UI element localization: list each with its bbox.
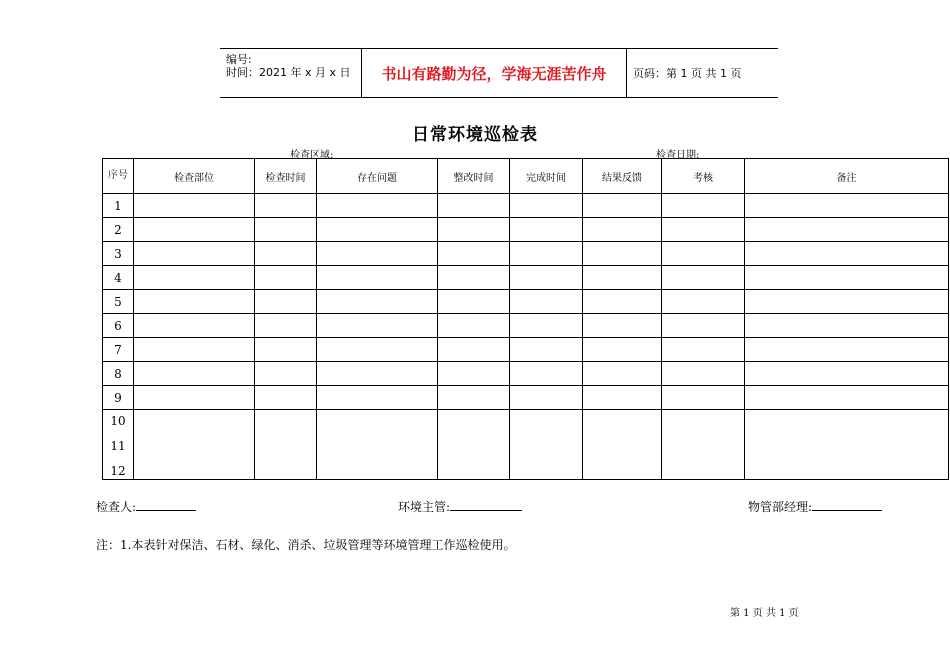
cell[interactable] xyxy=(745,386,949,410)
table-row xyxy=(103,290,949,314)
cell[interactable] xyxy=(662,362,745,386)
cell[interactable] xyxy=(255,314,317,338)
cell[interactable] xyxy=(317,266,438,290)
cell[interactable] xyxy=(134,410,255,480)
cell[interactable] xyxy=(662,314,745,338)
column-header-fix-time: 整改时间 xyxy=(438,159,510,194)
cell[interactable] xyxy=(510,290,583,314)
cell[interactable] xyxy=(134,290,255,314)
row-number: 7 xyxy=(103,338,134,362)
row-number: 4 xyxy=(103,266,134,290)
cell[interactable] xyxy=(510,266,583,290)
inspector-signature xyxy=(96,498,196,515)
inspection-date-label: 检查日期: xyxy=(656,150,700,161)
row-number: 9 xyxy=(103,386,134,410)
table-row xyxy=(103,410,949,480)
manager-label: 物管部经理: xyxy=(748,500,813,514)
column-header-assessment: 考核 xyxy=(662,159,745,194)
cell[interactable] xyxy=(134,242,255,266)
cell[interactable] xyxy=(510,194,583,218)
cell[interactable] xyxy=(745,314,949,338)
number-label: 编号: xyxy=(226,53,252,66)
cell[interactable] xyxy=(317,386,438,410)
cell[interactable] xyxy=(255,266,317,290)
cell[interactable] xyxy=(510,362,583,386)
inspector-blank[interactable] xyxy=(136,498,196,511)
header-meta xyxy=(220,49,362,97)
cell[interactable] xyxy=(255,386,317,410)
cell[interactable] xyxy=(662,338,745,362)
table-header-row xyxy=(103,159,949,194)
cell[interactable] xyxy=(745,242,949,266)
cell[interactable] xyxy=(438,410,510,480)
cell[interactable] xyxy=(317,242,438,266)
cell[interactable] xyxy=(583,410,662,480)
row-number-group xyxy=(103,410,134,480)
cell[interactable] xyxy=(510,218,583,242)
cell[interactable] xyxy=(583,362,662,386)
cell[interactable] xyxy=(438,266,510,290)
cell[interactable] xyxy=(317,218,438,242)
inspector-label: 检查人: xyxy=(96,500,137,514)
cell[interactable] xyxy=(510,338,583,362)
cell[interactable] xyxy=(662,242,745,266)
env-supervisor-blank[interactable] xyxy=(450,498,522,511)
cell[interactable] xyxy=(255,194,317,218)
row-number: 12 xyxy=(110,463,126,478)
cell[interactable] xyxy=(438,194,510,218)
cell[interactable] xyxy=(438,338,510,362)
cell[interactable] xyxy=(317,410,438,480)
cell[interactable] xyxy=(583,314,662,338)
column-header-done-time: 完成时间 xyxy=(510,159,583,194)
row-number: 10 xyxy=(110,413,126,428)
column-header-check-time: 检查时间 xyxy=(255,159,317,194)
cell[interactable] xyxy=(438,362,510,386)
cell[interactable] xyxy=(438,386,510,410)
cell[interactable] xyxy=(255,242,317,266)
row-number: 2 xyxy=(103,218,134,242)
cell[interactable] xyxy=(438,242,510,266)
cell[interactable] xyxy=(255,290,317,314)
cell[interactable] xyxy=(510,410,583,480)
row-number: 11 xyxy=(110,438,126,453)
cell[interactable] xyxy=(317,362,438,386)
cell[interactable] xyxy=(583,338,662,362)
cell[interactable] xyxy=(134,362,255,386)
time-label: 时间：2021 年 x 月 x 日 xyxy=(226,66,351,79)
header-motto: 书山有路勤为径，学海无涯苦作舟 xyxy=(362,49,627,97)
cell[interactable] xyxy=(510,386,583,410)
table-row xyxy=(103,338,949,362)
env-supervisor-signature xyxy=(398,498,522,515)
inspection-area-label: 检查区域: xyxy=(290,150,334,161)
cell[interactable] xyxy=(438,290,510,314)
row-number: 6 xyxy=(103,314,134,338)
column-header-location: 检查部位 xyxy=(134,159,255,194)
cell[interactable] xyxy=(662,290,745,314)
header-page-info: 页码：第 1 页 共 1 页 xyxy=(633,67,742,80)
row-number: 5 xyxy=(103,290,134,314)
cell[interactable] xyxy=(438,218,510,242)
table-row xyxy=(103,314,949,338)
cell[interactable] xyxy=(583,218,662,242)
cell[interactable] xyxy=(745,338,949,362)
inspection-table xyxy=(102,158,949,480)
cell[interactable] xyxy=(317,194,438,218)
cell[interactable] xyxy=(255,410,317,480)
cell[interactable] xyxy=(134,266,255,290)
table-row xyxy=(103,386,949,410)
cell[interactable] xyxy=(583,386,662,410)
column-header-issue: 存在问题 xyxy=(317,159,438,194)
cell[interactable] xyxy=(662,194,745,218)
cell[interactable] xyxy=(255,338,317,362)
cell[interactable] xyxy=(745,290,949,314)
cell[interactable] xyxy=(134,218,255,242)
cell[interactable] xyxy=(134,338,255,362)
cell[interactable] xyxy=(745,194,949,218)
cell[interactable] xyxy=(745,362,949,386)
column-header-feedback: 结果反馈 xyxy=(583,159,662,194)
cell[interactable] xyxy=(662,410,745,480)
cell[interactable] xyxy=(662,266,745,290)
cell[interactable] xyxy=(255,362,317,386)
cell[interactable] xyxy=(745,266,949,290)
table-row xyxy=(103,362,949,386)
cell[interactable] xyxy=(510,242,583,266)
row-number: 1 xyxy=(103,194,134,218)
cell[interactable] xyxy=(662,386,745,410)
document-header xyxy=(220,48,778,98)
cell[interactable] xyxy=(583,194,662,218)
row-number: 3 xyxy=(103,242,134,266)
column-header-seq: 序号 xyxy=(103,159,134,194)
cell[interactable] xyxy=(134,314,255,338)
manager-blank[interactable] xyxy=(812,498,882,511)
cell[interactable] xyxy=(745,218,949,242)
cell[interactable] xyxy=(317,290,438,314)
cell[interactable] xyxy=(583,242,662,266)
column-header-remarks: 备注 xyxy=(745,159,949,194)
cell[interactable] xyxy=(662,218,745,242)
table-row xyxy=(103,266,949,290)
cell[interactable] xyxy=(583,290,662,314)
cell[interactable] xyxy=(317,338,438,362)
cell[interactable] xyxy=(745,410,949,480)
manager-signature xyxy=(748,498,882,515)
cell[interactable] xyxy=(317,314,438,338)
table-row xyxy=(103,218,949,242)
table-row xyxy=(103,194,949,218)
env-supervisor-label: 环境主管: xyxy=(398,500,451,514)
cell[interactable] xyxy=(438,314,510,338)
cell[interactable] xyxy=(583,266,662,290)
cell[interactable] xyxy=(510,314,583,338)
cell[interactable] xyxy=(255,218,317,242)
document-title: 日常环境巡检表 xyxy=(412,125,538,145)
usage-note: 注：1.本表针对保洁、石材、绿化、消杀、垃圾管理等环境管理工作巡检使用。 xyxy=(96,538,516,552)
cell[interactable] xyxy=(134,194,255,218)
cell[interactable] xyxy=(134,386,255,410)
row-number: 8 xyxy=(103,362,134,386)
page-footer: 第 1 页 共 1 页 xyxy=(730,608,799,619)
table-row xyxy=(103,242,949,266)
